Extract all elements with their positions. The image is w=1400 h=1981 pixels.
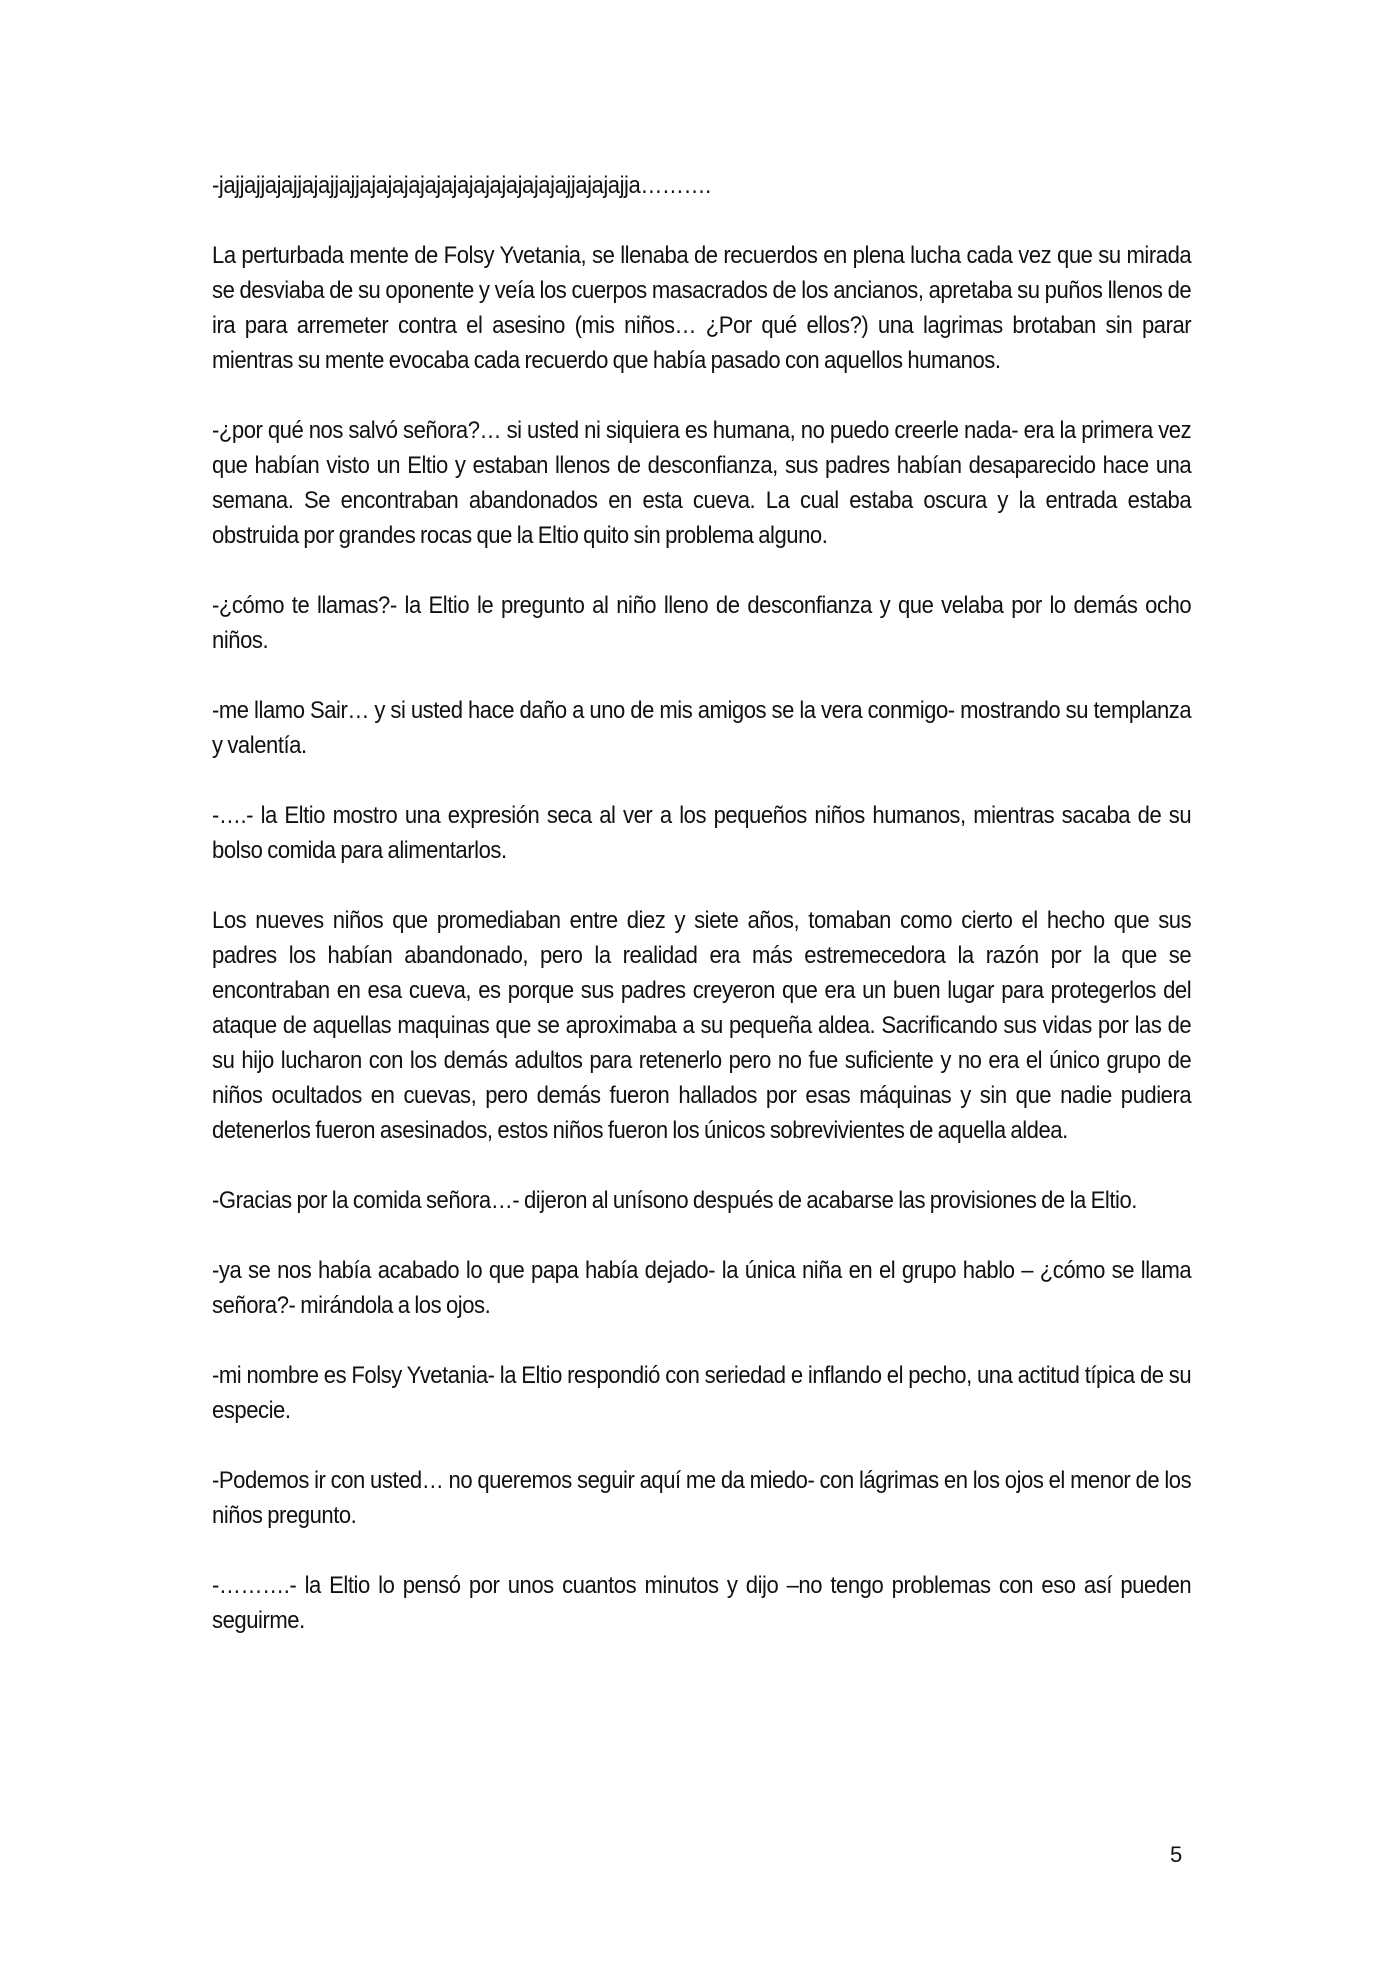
paragraph-sair: -me llamo Sair… y si usted hace daño a uno de mis amigos se la vera conmigo- mostrando su templanza y valentía. [212, 697, 1192, 759]
paragraph-folsy-memories: La perturbada mente de Folsy Yvetania, se llenaba de recuerdos en plena lucha cada vez que su mirada se desviaba de su oponente y veía los cuerpos masacrados de los ancianos, apretaba su puños llenos de ira para arremeter contra el asesino (mis niños… ¿Por qué ellos?) una lagrimas brotaban sin parar mientras su mente evocaba cada recuerdo que había pasado con aquellos humanos. [212, 242, 1192, 374]
paragraph-what-name: -¿cómo te llamas?- la Eltio le pregunto al niño lleno de desconfianza y que velaba por lo demás ocho niños. [212, 592, 1192, 654]
paragraph-thanks: -Gracias por la comida señora…- dijeron al unísono después de acabarse las provisiones de la Eltio. [212, 1187, 1137, 1214]
paragraph-can-we-go: -Podemos ir con usted… no queremos seguir aquí me da miedo- con lágrimas en los ojos el menor de los niños pregunto. [212, 1467, 1192, 1529]
paragraph-why-saved: -¿por qué nos salvó señora?… si usted ni siquiera es humana, no puedo creerle nada- era la primera vez que habían visto un Eltio y estaban llenos de desconfianza, sus padres habían desaparecido hace una semana. Se encontraban abandonados en esta cueva. La cual estaba oscura y la entrada estaba obstruida por grandes rocas que la Eltio quito sin problema alguno. [212, 417, 1192, 549]
page-number: 5 [1170, 1842, 1183, 1867]
paragraph-laughter: -jajjajjajajjajajjajjajajajajajajajajajajajajajjajajajja………. [212, 172, 711, 199]
paragraph-only-girl: -ya se nos había acabado lo que papa había dejado- la única niña en el grupo hablo – ¿cómo se llama señora?- mirándola a los ojos. [212, 1257, 1192, 1319]
paragraph-follow-me: -……….- la Eltio lo pensó por unos cuantos minutos y dijo –no tengo problemas con eso así pueden seguirme. [212, 1572, 1192, 1634]
paragraph-nine-children: Los nueves niños que promediaban entre diez y siete años, tomaban como cierto el hecho que sus padres los habían abandonado, pero la realidad era más estremecedora la razón por la que se encontraban en esa cueva, es porque sus padres creyeron que era un buen lugar para protegerlos del ataque de aquellas maquinas que se aproximaba a su pequeña aldea. Sacrificando sus vidas por las de su hijo lucharon con los demás adultos para retenerlo pero no fue suficiente y no era el único grupo de niños ocultados en cuevas, pero demás fueron hallados por esas máquinas y sin que nadie pudiera detenerlos fueron asesinados, estos niños fueron los únicos sobrevivientes de aquella aldea. [212, 907, 1192, 1144]
paragraph-folsy-name: -mi nombre es Folsy Yvetania- la Eltio respondió con seriedad e inflando el pecho, una actitud típica de su especie. [212, 1362, 1192, 1424]
paragraph-food: -….- la Eltio mostro una expresión seca al ver a los pequeños niños humanos, mientras sacaba de su bolso comida para alimentarlos. [212, 802, 1192, 864]
page-body [212, 168, 1192, 1673]
